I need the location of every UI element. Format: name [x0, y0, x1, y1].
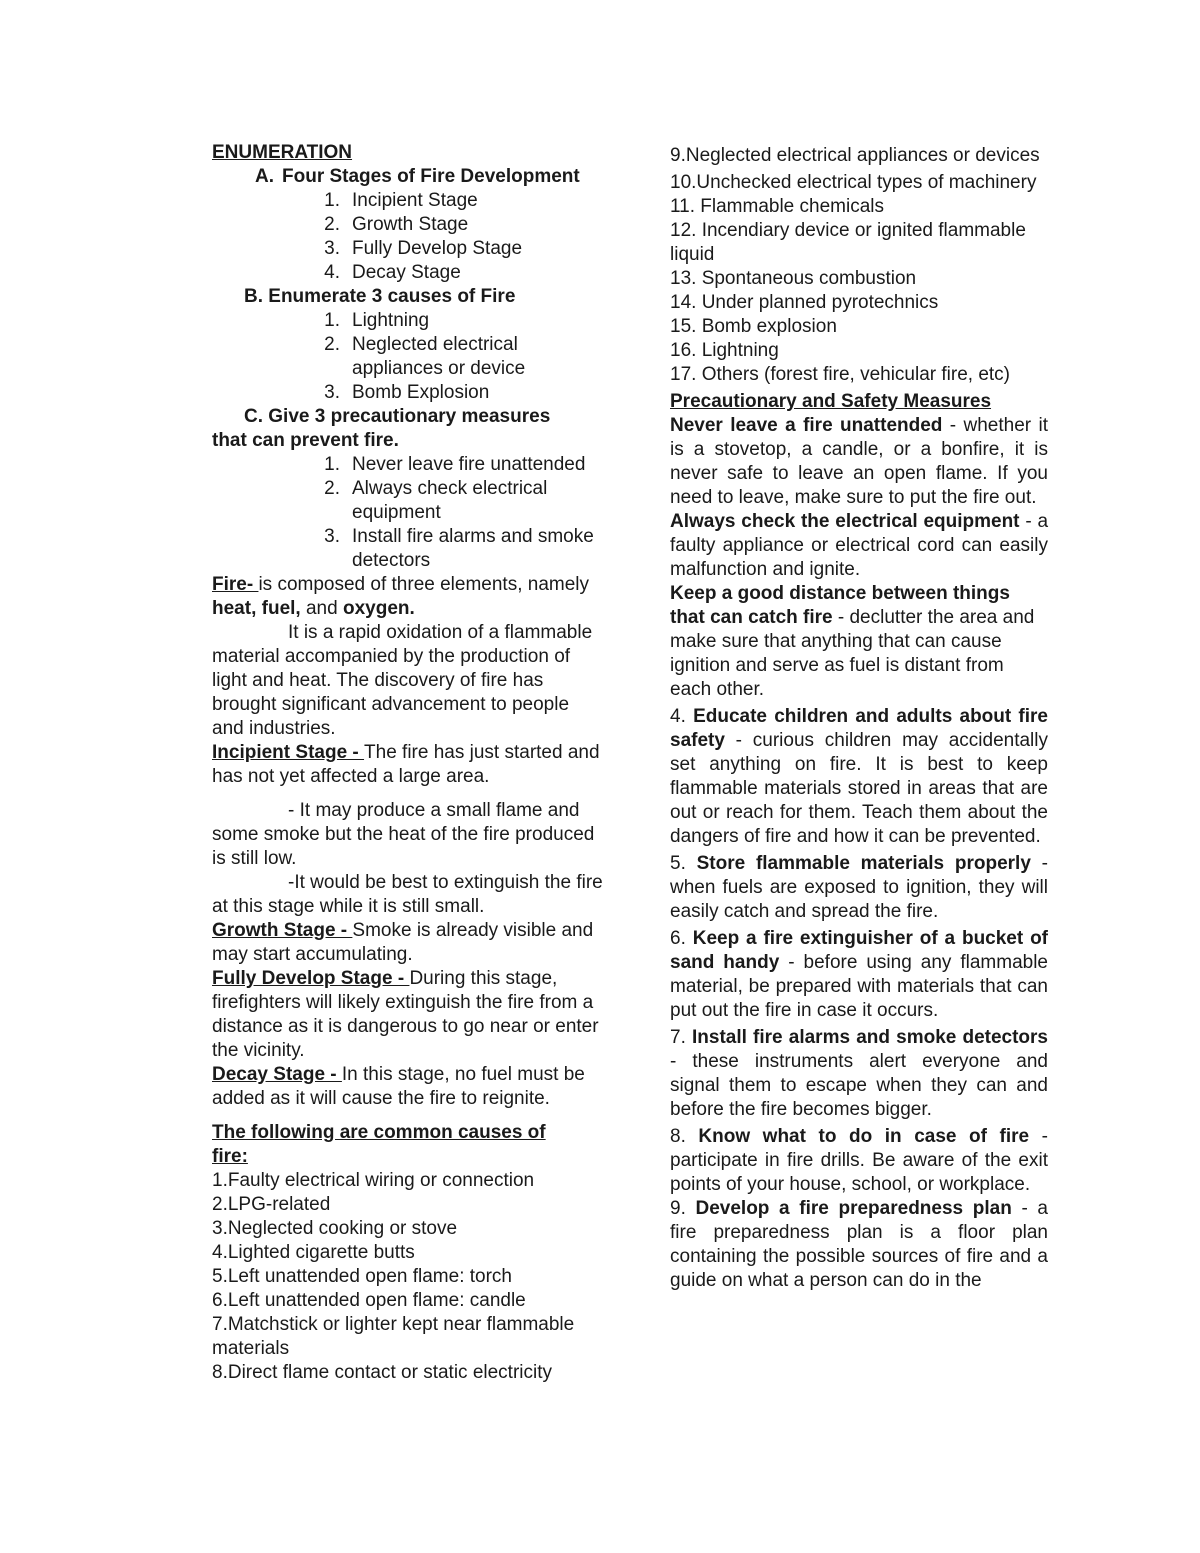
list-item: 2. Always check electrical equipment	[324, 478, 548, 523]
section-c-title: C. Give 3 precautionary measures	[244, 406, 551, 427]
section-c-title-cont: that can prevent fire.	[212, 430, 399, 451]
cause-item: 5.Left unattended open flame: torch	[212, 1266, 512, 1287]
measures-short-list	[212, 453, 604, 573]
incipient-note-1: - It may produce a small flame and some smoke but the heat of the fire produced is still low.	[212, 800, 595, 869]
cause-item: 13. Spontaneous combustion	[670, 268, 917, 289]
measure-item: 5. Store flammable materials properly - when fuels are exposed to ignition, they will easily catch and spread the fire.	[670, 853, 1048, 922]
stages-list	[212, 189, 604, 285]
causes-heading: The following are common causes of fire:	[212, 1122, 546, 1167]
cause-item: 9.Neglected electrical appliances or devices	[670, 145, 1040, 166]
cause-item: 14. Under planned pyrotechnics	[670, 292, 939, 313]
list-item: 3. Bomb Explosion	[324, 382, 490, 403]
section-a-title: A. Four Stages of Fire Development	[212, 165, 604, 189]
list-item: 2. Growth Stage	[324, 214, 469, 235]
cause-item: 12. Incendiary device or ignited flammable liquid	[670, 220, 1026, 265]
enumeration-title: ENUMERATION	[212, 142, 353, 163]
measure-item: Keep a good distance between things that can catch fire - declutter the area and make sure that anything that can cause ignition and serve as fuel is distant from each other.	[670, 583, 1035, 700]
left-column	[212, 141, 604, 1385]
incipient-stage: Incipient Stage - The fire has just started and has not yet affected a large area.	[212, 742, 600, 787]
cause-item: 10.Unchecked electrical types of machinery	[670, 172, 1037, 193]
section-b-title: B. Enumerate 3 causes of Fire	[244, 286, 516, 307]
decay-stage: Decay Stage - In this stage, no fuel must be added as it will cause the fire to reignite.	[212, 1064, 585, 1109]
cause-item: 11. Flammable chemicals	[670, 196, 885, 217]
cause-item: 15. Bomb explosion	[670, 316, 837, 337]
measure-item: 4. Educate children and adults about fire safety - curious children may accidentally set anything on fire. It is best to keep flammable materials stored in areas that are out or reach for them. Teach them about the dangers of fire and how it can be prevented.	[670, 706, 1048, 847]
list-item: 3. Fully Develop Stage	[324, 238, 523, 259]
fire-description: It is a rapid oxidation of a flammable material accompanied by the production of light and heat. The discovery of fire has brought significant advancement to people and industries.	[212, 622, 593, 739]
growth-stage: Growth Stage - Smoke is already visible and may start accumulating.	[212, 920, 594, 965]
cause-item: 3.Neglected cooking or stove	[212, 1218, 458, 1239]
list-item: 1. Incipient Stage	[324, 190, 478, 211]
list-item: 1. Lightning	[324, 310, 430, 331]
fully-develop-stage: Fully Develop Stage - During this stage, firefighters will likely extinguish the fire from a distance as it is dangerous to go near or enter the vicinity.	[212, 968, 599, 1061]
measure-item: 9. Develop a fire preparedness plan - a fire preparedness plan is a floor plan containing the possible sources of fire and a guide on what a person can do in the	[670, 1198, 1049, 1291]
cause-item: 4.Lighted cigarette butts	[212, 1242, 415, 1263]
measures-heading: Precautionary and Safety Measures	[670, 391, 992, 412]
measure-item: Always check the electrical equipment - a faulty appliance or electrical cord can easily malfunction and ignite.	[670, 511, 1049, 580]
list-item: 1. Never leave fire unattended	[324, 454, 586, 475]
right-column	[670, 141, 1048, 1293]
section-a-label: A.	[255, 166, 274, 187]
section-a	[212, 165, 604, 189]
list-item: 4. Decay Stage	[324, 262, 461, 283]
list-item: 3. Install fire alarms and smoke detectors	[324, 526, 594, 571]
cause-item: 7.Matchstick or lighter kept near flammable materials	[212, 1314, 575, 1359]
cause-item: 1.Faulty electrical wiring or connection	[212, 1170, 535, 1191]
measure-item: 8. Know what to do in case of fire - participate in fire drills. Be aware of the exit points of your house, school, or workplace.	[670, 1126, 1048, 1195]
list-item: 2. Neglected electrical appliances or device	[324, 334, 526, 379]
measure-item: 7. Install fire alarms and smoke detectors - these instruments alert everyone and signal them to escape when they can and before the fire becomes bigger.	[670, 1027, 1049, 1120]
measure-item: Never leave a fire unattended - whether it is a stovetop, a candle, or a bonfire, it is never safe to leave an open flame. If you need to leave, make sure to put the fire out.	[670, 415, 1048, 508]
cause-item: 2.LPG-related	[212, 1194, 331, 1215]
cause-item: 17. Others (forest fire, vehicular fire, etc)	[670, 364, 1011, 385]
cause-item: 8.Direct flame contact or static electricity	[212, 1362, 552, 1383]
cause-item: 6.Left unattended open flame: candle	[212, 1290, 526, 1311]
measure-item: 6. Keep a fire extinguisher of a bucket of sand handy - before using any flammable material, be prepared with materials that can put out the fire in case it occurs.	[670, 928, 1048, 1021]
causes-short-list	[212, 309, 604, 405]
cause-item: 16. Lightning	[670, 340, 779, 361]
incipient-note-2: -It would be best to extinguish the fire at this stage while it is still small.	[212, 872, 603, 917]
fire-definition: Fire- is composed of three elements, namely heat, fuel, and oxygen.	[212, 574, 590, 619]
